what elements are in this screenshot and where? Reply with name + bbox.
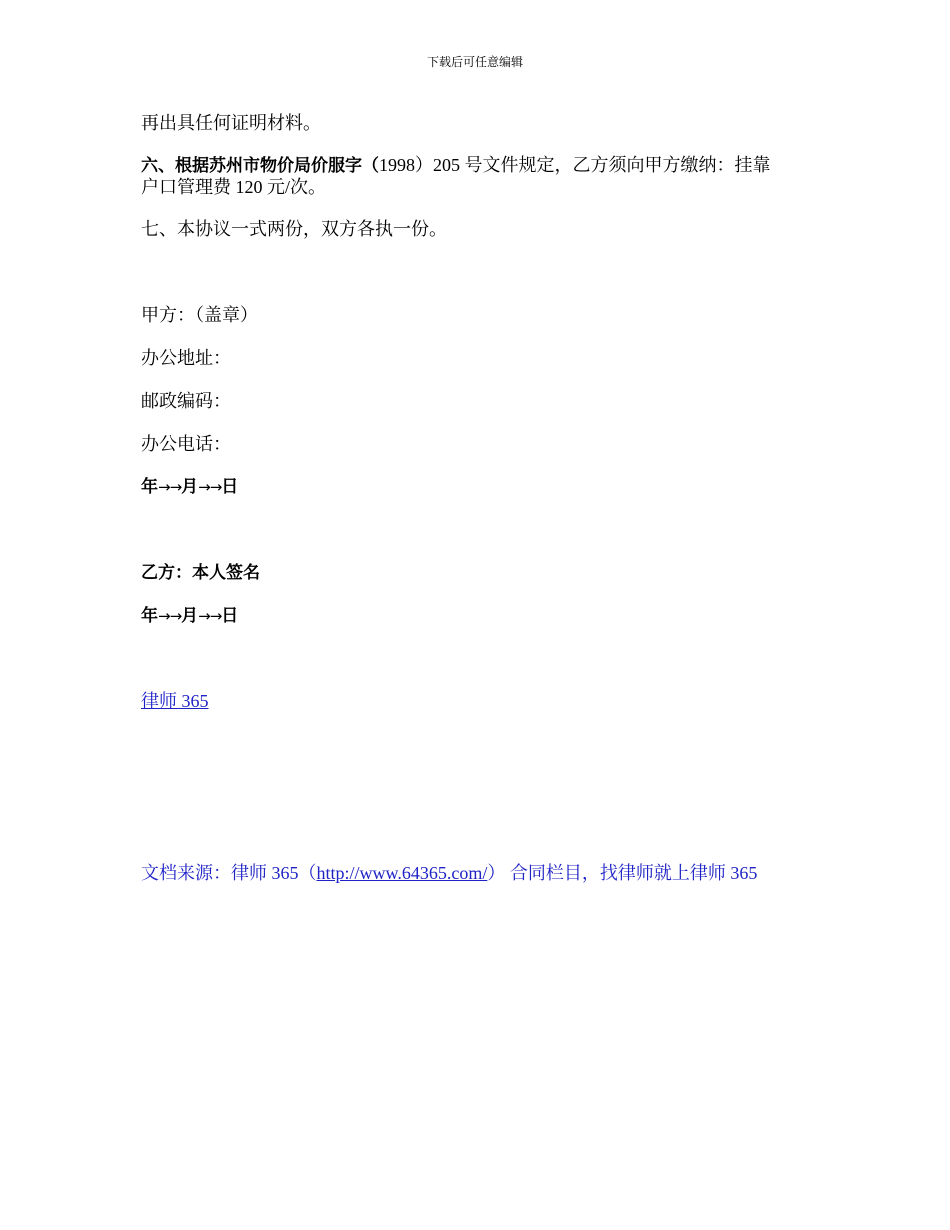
clause-six-text: 1998）205 号文件规定，乙方须向甲方缴纳：挂靠 [379, 155, 771, 175]
tab-arrow-icon: →→ [198, 478, 222, 496]
date-day: 日 [221, 477, 239, 497]
source-prefix: 文档来源：律师 365（ [141, 863, 317, 883]
date-year: 年 [141, 606, 158, 626]
date-day: 日 [221, 606, 239, 626]
footer-link-line [141, 690, 209, 712]
tab-arrow-icon: →→ [198, 607, 222, 625]
tab-arrow-icon: →→ [158, 478, 182, 496]
source-url-link[interactable]: http://www.64365.com/ [316, 863, 488, 883]
clause-six-line2: 户口管理费 120 元/次。 [141, 177, 327, 197]
party-a-phone: 办公电话： [141, 434, 231, 454]
clause-seven: 七、本协议一式两份，双方各执一份。 [141, 219, 447, 239]
party-a-address: 办公地址： [141, 348, 231, 368]
source-suffix: ） 合同栏目，找律师就上律师 365 [487, 863, 758, 883]
tab-arrow-icon: →→ [158, 607, 182, 625]
lawyer365-link[interactable]: 律师 365 [141, 691, 209, 711]
party-b-date [141, 605, 238, 627]
party-b-label: 乙方：本人签名 [141, 563, 260, 583]
date-month: 月 [181, 477, 199, 497]
clause-six-heading: 六、根据苏州市物价局价服字（ [141, 156, 379, 176]
party-a-date [141, 476, 238, 498]
page-header-note: 下载后可任意编辑 [426, 55, 523, 69]
date-month: 月 [181, 606, 199, 626]
party-a-label: 甲方：（盖章） [141, 305, 258, 325]
date-year: 年 [141, 477, 158, 497]
continued-text: 再出具任何证明材料。 [141, 113, 321, 133]
document-source-line [141, 862, 757, 884]
party-a-postcode: 邮政编码： [141, 391, 231, 411]
clause-six-line1 [141, 154, 771, 177]
